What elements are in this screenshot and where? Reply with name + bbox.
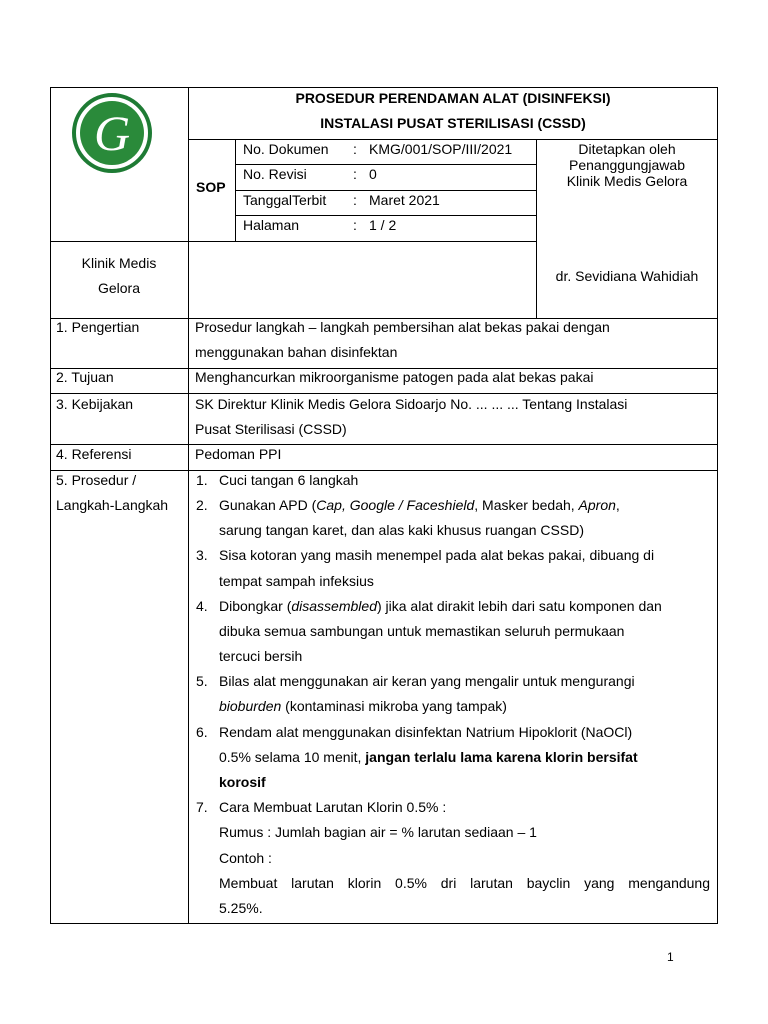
step-6-text-b: 0.5% selama 10 menit, [219, 749, 366, 765]
step-7-number: 7. [196, 799, 208, 815]
pengertian-text-1: Prosedur langkah – langkah pembersihan alat bekas pakai dengan [195, 319, 610, 335]
clinic-name-line-2: Gelora [97, 280, 141, 296]
tujuan-label: 2. Tujuan [56, 369, 114, 385]
kebijakan-text-2: Pusat Sterilisasi (CSSD) [195, 421, 347, 437]
step-3-number: 3. [196, 547, 208, 563]
step-1-text: Cuci tangan 6 langkah [219, 472, 359, 488]
row-line-kebijakan [50, 444, 718, 445]
step-6-text-c: jangan terlalu lama karena klorin bersifat [365, 749, 638, 765]
approval-line-1: Ditetapkan oleh [578, 141, 676, 157]
label-column-divider [188, 87, 189, 924]
step-3-line-2: tempat sampah infeksius [219, 573, 374, 589]
tujuan-text: Menghancurkan mikroorganisme patogen pada alat bekas pakai [195, 369, 594, 385]
step-6-line-2 [219, 748, 638, 766]
issue-date-value: Maret 2021 [369, 192, 440, 208]
step-4-number: 4. [196, 598, 208, 614]
step-2-text-e: , [615, 497, 620, 513]
table-bottom-border [50, 923, 718, 924]
step-4-line-2: dibuka semua sambungan untuk memastikan seluruh permukaan [219, 623, 625, 639]
logo-letter: G [93, 105, 131, 161]
step-5-text-b: bioburden [219, 698, 282, 714]
sop-label: SOP [196, 179, 226, 195]
step-7-line-4: Membuat larutan klorin 0.5% dri larutan bayclin yang mengandung [219, 875, 710, 891]
doc-no-sep: : [353, 141, 357, 157]
step-4-line-1 [219, 597, 662, 615]
step-4-text-c: ) jika alat dirakit lebih dari satu komponen dan [376, 598, 662, 614]
header-mid-line [50, 241, 536, 242]
step-2-text-d: Apron [578, 497, 616, 513]
step-4-line-3: tercuci bersih [219, 648, 303, 664]
step-6-number: 6. [196, 724, 208, 740]
row-line-tujuan [50, 393, 718, 394]
clinic-name-line-1: Klinik Medis [81, 255, 157, 271]
step-7-line-2: Rumus : Jumlah bagian air = % larutan sediaan – 1 [219, 824, 537, 840]
table-left-border [50, 87, 51, 924]
signatory-name: dr. Sevidiana Wahidiah [555, 268, 699, 284]
step-4-text-a: Dibongkar ( [219, 598, 292, 614]
step-4-text-b: disassembled [291, 598, 377, 614]
page-value: 1 / 2 [369, 217, 397, 233]
kebijakan-text-1: SK Direktur Klinik Medis Gelora Sidoarjo No. ... ... ... Tentang Instalasi [195, 396, 628, 412]
doc-no-label: No. Dokumen [243, 141, 329, 157]
logo-circle [80, 101, 144, 165]
step-5-text-c: (kontaminasi mikroba yang tampak) [281, 698, 507, 714]
issue-date-label: TanggalTerbit [243, 192, 327, 208]
step-2-text-a: Gunakan APD ( [219, 497, 317, 513]
pengertian-label: 1. Pengertian [56, 319, 140, 335]
step-6-line-1: Rendam alat menggunakan disinfektan Natrium Hipoklorit (NaOCl) [219, 724, 633, 740]
table-right-border [717, 87, 718, 924]
table-top-border [50, 87, 718, 88]
document-subtitle: INSTALASI PUSAT STERILISASI (CSSD) [320, 115, 586, 131]
step-2-text-c: , Masker bedah, [474, 497, 579, 513]
step-2-text-b: Cap, Google / Faceshield [316, 497, 475, 513]
document-title: PROSEDUR PERENDAMAN ALAT (DISINFEKSI) [295, 90, 611, 106]
step-2-number: 2. [196, 497, 208, 513]
step-3-line-1: Sisa kotoran yang masih menempel pada alat bekas pakai, dibuang di [219, 547, 655, 563]
step-7-line-1: Cara Membuat Larutan Klorin 0.5% : [219, 799, 447, 815]
step-1-number: 1. [196, 472, 208, 488]
revision-label: No. Revisi [243, 166, 307, 182]
approval-line-2: Penanggungjawab [569, 157, 685, 173]
page-label: Halaman [243, 217, 300, 233]
clinic-logo [72, 93, 152, 173]
step-2-line-2: sarung tangan karet, dan alas kaki khusus ruangan CSSD) [219, 522, 584, 538]
step-2-line-1 [219, 496, 620, 514]
issue-date-sep: : [353, 192, 357, 208]
pengertian-text-2: menggunakan bahan disinfektan [195, 344, 398, 360]
step-7-line-3: Contoh : [219, 850, 272, 866]
page-number: 1 [667, 950, 674, 964]
step-7-line-5: 5.25%. [219, 900, 263, 916]
prosedur-label-2: Langkah-Langkah [56, 497, 169, 513]
row-line-referensi [50, 470, 718, 471]
step-5-line-1: Bilas alat menggunakan air keran yang mengalir untuk mengurangi [219, 673, 635, 689]
page-sep: : [353, 217, 357, 233]
prosedur-label-1: 5. Prosedur / [56, 472, 137, 488]
step-5-line-2 [219, 697, 507, 715]
approval-line-3: Klinik Medis Gelora [566, 173, 688, 189]
doc-no-value: KMG/001/SOP/III/2021 [369, 141, 513, 157]
referensi-text: Pedoman PPI [195, 446, 282, 462]
revision-value: 0 [369, 166, 377, 182]
step-5-number: 5. [196, 673, 208, 689]
revision-sep: : [353, 166, 357, 182]
step-6-line-3: korosif [219, 774, 266, 790]
kebijakan-label: 3. Kebijakan [56, 396, 134, 412]
referensi-label: 4. Referensi [56, 446, 132, 462]
